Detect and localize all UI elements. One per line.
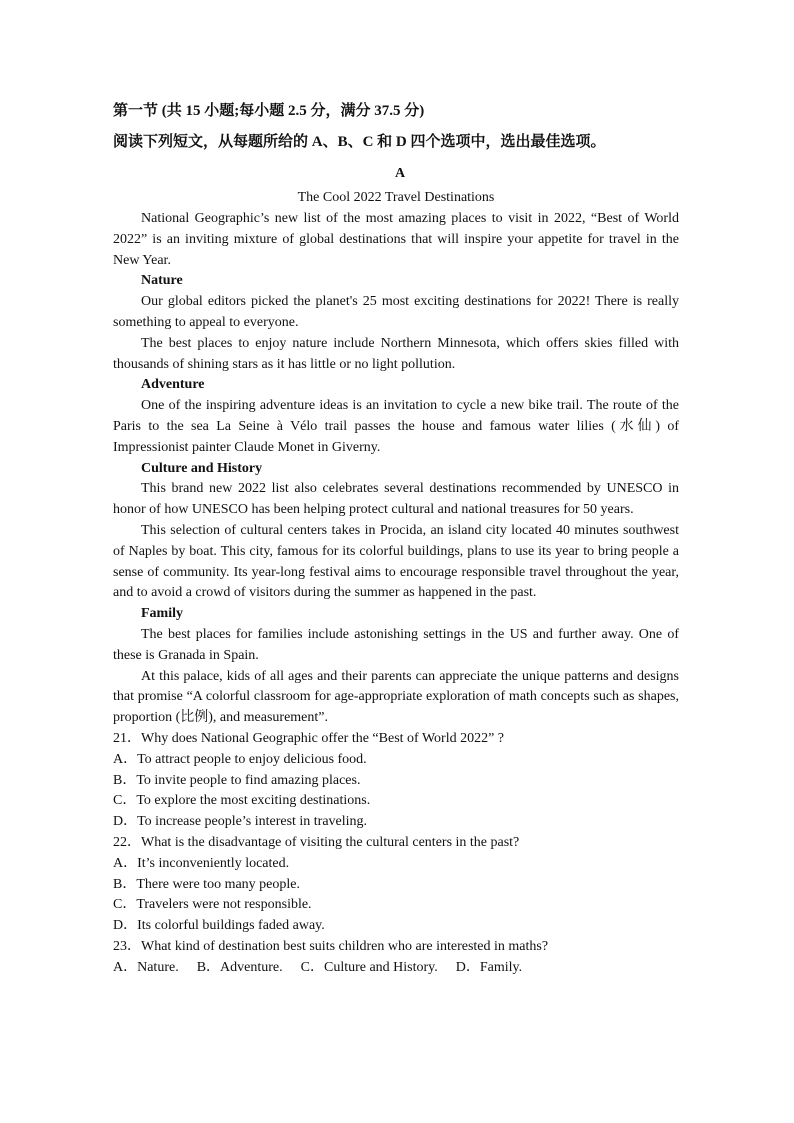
paragraph: This brand new 2022 list also celebrates several destinations recommended by UNESCO in honor of how UNESCO has been helping protect cultural and national treasures for 50 years. bbox=[113, 481, 679, 518]
passage-title: The Cool 2022 Travel Destinations bbox=[297, 190, 495, 205]
option-21-c: C．To explore the most exciting destinations. bbox=[113, 793, 371, 809]
instruction-text: 阅读下列短文，从每题所给的 A、B、C 和 D 四个选项中，选出最佳选项。 bbox=[113, 134, 606, 150]
passage-letter: A bbox=[394, 166, 406, 181]
option-22-a: A．It’s inconveniently located. bbox=[113, 855, 290, 871]
option-23-a: A．Nature. bbox=[113, 959, 179, 975]
subheading-culture-history: Culture and History bbox=[141, 460, 263, 476]
exam-page bbox=[113, 101, 679, 978]
question-21: 21．Why does National Geographic offer the “Best of World 2022” ? bbox=[113, 730, 505, 746]
paragraph: Our global editors picked the planet's 25 most exciting destinations for 2022! There is really something to appeal to everyone. bbox=[113, 294, 679, 330]
option-21-a: A．To attract people to enjoy delicious food. bbox=[113, 751, 367, 767]
subheading-adventure: Adventure bbox=[141, 377, 205, 393]
question-22: 22．What is the disadvantage of visiting the cultural centers in the past? bbox=[113, 834, 520, 850]
option-22-b: B．There were too many people. bbox=[113, 876, 300, 892]
option-21-b: B．To invite people to find amazing places. bbox=[113, 772, 361, 788]
subheading-nature: Nature bbox=[141, 273, 183, 289]
options-23 bbox=[113, 958, 679, 979]
option-22-d: D．Its colorful buildings faded away. bbox=[113, 918, 325, 934]
option-21-d: D．To increase people’s interest in traveling. bbox=[113, 814, 368, 830]
intro-paragraph: National Geographic’s new list of the most amazing places to visit in 2022, “Best of World 2022” is an inviting mixture of global destinations that will inspire your appetite for travel in the New Year. bbox=[113, 211, 679, 268]
paragraph: At this palace, kids of all ages and their parents can appreciate the unique patterns and designs that promise “A colorful classroom for age-appropriate exploration of math concepts such as shapes, proportion (比例), and measurement”. bbox=[113, 668, 679, 726]
paragraph: The best places to enjoy nature include Northern Minnesota, which offers skies filled with thousands of shining stars as it has little or no light pollution. bbox=[113, 335, 679, 372]
option-23-b: B．Adventure. bbox=[196, 959, 283, 975]
option-23-c: C．Culture and History. bbox=[300, 959, 438, 975]
paragraph: One of the inspiring adventure ideas is an invitation to cycle a new bike trail. The route of the Paris to the sea La Seine à Vélo trail passes the house and famous water lilies (水仙) of Impressionist painter Claude Monet in Giverny. bbox=[113, 398, 679, 455]
option-23-d: D．Family. bbox=[455, 959, 523, 975]
question-23: 23．What kind of destination best suits children who are interested in maths? bbox=[113, 938, 549, 954]
section-heading: 第一节 (共 15 小题;每小题 2.5 分，满分 37.5 分) bbox=[113, 103, 425, 119]
option-22-c: C．Travelers were not responsible. bbox=[113, 897, 312, 913]
paragraph: This selection of cultural centers takes in Procida, an island city located 40 minutes southwest of Naples by boat. This city, famous for its colorful buildings, plans to use its year to bring people a sense of community. Its year-long festival aims to encourage responsible travel throughout the year, and to avoid a crowd of visitors during the summer as happened in the past. bbox=[113, 522, 679, 601]
subheading-family: Family bbox=[141, 606, 183, 622]
paragraph: The best places for families include astonishing settings in the US and further away. One of these is Granada in Spain. bbox=[113, 626, 679, 663]
